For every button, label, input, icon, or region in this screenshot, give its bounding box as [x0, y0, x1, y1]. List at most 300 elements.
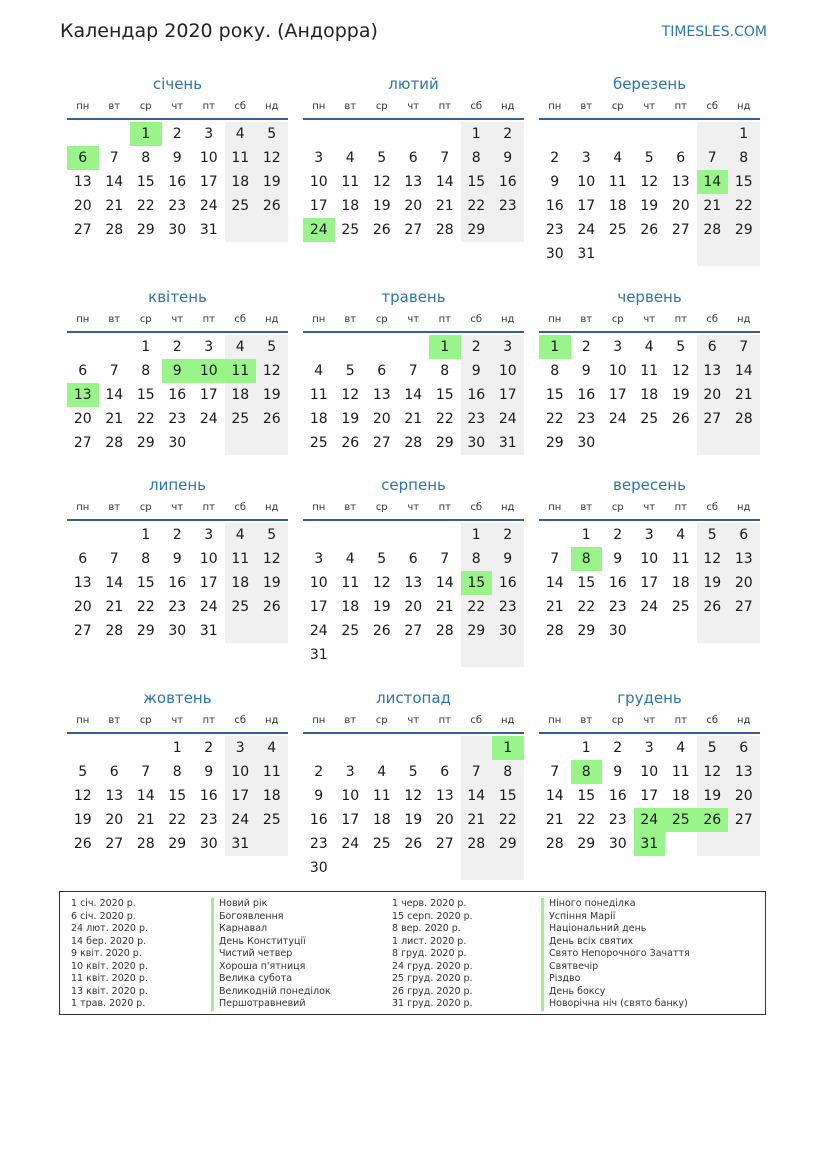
month-name: червень	[617, 288, 682, 306]
day-cell: 4	[613, 150, 623, 166]
legend-name: Національний день	[541, 923, 690, 936]
empty-cell	[697, 619, 729, 643]
weekday-label: нд	[265, 101, 279, 112]
holiday-day-cell: 1	[492, 736, 524, 760]
day-cell: 23	[168, 198, 187, 214]
day-cell: 17	[199, 575, 218, 591]
empty-cell	[303, 335, 335, 359]
day-cell: 14	[545, 575, 564, 591]
day-cell: 24	[199, 411, 218, 427]
day-cell: 28	[136, 836, 155, 852]
weekday-label: чт	[407, 101, 420, 112]
day-cell: 26	[73, 836, 92, 852]
legend-date: 8 вер. 2020 р.	[392, 923, 461, 934]
legend-date: 26 груд. 2020 р.	[392, 985, 473, 997]
weekday-label: пн	[76, 101, 90, 112]
month-2	[303, 70, 524, 242]
day-cell: 17	[341, 812, 360, 828]
weekday-header	[303, 96, 524, 120]
day-cell: 28	[435, 623, 454, 639]
day-cell: 30	[608, 623, 627, 639]
weekend-day-cell: 22	[461, 194, 493, 218]
day-cell: 24	[309, 623, 328, 639]
day-cell: 4	[676, 527, 686, 543]
legend-name: Карнавал	[211, 923, 331, 936]
day-cell: 27	[404, 222, 423, 238]
day-cell: 16	[168, 575, 187, 591]
empty-cell	[398, 335, 430, 359]
day-cell: 24	[199, 599, 218, 615]
weekday-label: вт	[344, 314, 357, 325]
day-cell: 28	[105, 435, 124, 451]
empty-cell	[461, 736, 493, 760]
day-cell: 14	[105, 387, 124, 403]
weekday-label: вт	[108, 715, 121, 726]
day-cell: 14	[545, 788, 564, 804]
day-cell: 29	[577, 623, 596, 639]
day-cell: 14	[105, 575, 124, 591]
day-cell: 21	[105, 599, 124, 615]
weekday-label: нд	[737, 314, 751, 325]
weekend-day-cell: 1	[461, 122, 493, 146]
day-cell: 2	[172, 527, 182, 543]
weekday-label: вт	[580, 314, 593, 325]
weekday-label: чт	[407, 715, 420, 726]
empty-cell	[256, 431, 288, 455]
weekend-day-cell: 16	[461, 383, 493, 407]
day-cell: 21	[105, 198, 124, 214]
weekday-label: вт	[344, 502, 357, 513]
day-cell: 21	[105, 411, 124, 427]
weekday-label: сб	[234, 715, 247, 726]
weekend-day-cell: 6	[697, 335, 729, 359]
day-cell: 9	[172, 150, 182, 166]
day-cell: 9	[613, 764, 623, 780]
day-cell: 27	[435, 836, 454, 852]
weekend-day-cell: 15	[728, 170, 760, 194]
day-cell: 8	[141, 363, 151, 379]
day-cell: 28	[105, 222, 124, 238]
empty-cell	[665, 619, 697, 643]
weekday-label: чт	[643, 101, 656, 112]
day-cell: 19	[372, 198, 391, 214]
day-cell: 7	[109, 150, 119, 166]
empty-cell	[665, 832, 697, 856]
weekend-day-cell: 9	[492, 146, 524, 170]
weekend-day-cell: 26	[256, 595, 288, 619]
day-cell: 30	[545, 246, 564, 262]
weekday-label: сб	[706, 715, 719, 726]
day-grid	[67, 736, 288, 856]
day-cell: 17	[199, 174, 218, 190]
month-name: березень	[612, 75, 687, 93]
holiday-day-cell: 14	[697, 170, 729, 194]
day-cell: 3	[204, 339, 214, 355]
day-cell: 22	[136, 411, 155, 427]
holiday-day-cell: 8	[571, 547, 603, 571]
day-cell: 17	[640, 788, 659, 804]
day-cell: 19	[341, 411, 360, 427]
weekend-day-cell: 5	[697, 736, 729, 760]
day-cell: 29	[545, 435, 564, 451]
day-cell: 26	[404, 836, 423, 852]
empty-cell	[539, 736, 571, 760]
day-cell: 16	[608, 575, 627, 591]
day-cell: 4	[345, 150, 355, 166]
day-cell: 10	[608, 363, 627, 379]
day-cell: 16	[608, 788, 627, 804]
day-cell: 29	[577, 836, 596, 852]
day-cell: 30	[309, 860, 328, 876]
day-cell: 4	[644, 339, 654, 355]
weekend-day-cell: 16	[492, 571, 524, 595]
weekend-day-cell: 20	[697, 383, 729, 407]
weekday-label: пт	[438, 502, 451, 513]
legend-name: Новий рік	[211, 898, 331, 911]
weekday-label: пн	[76, 314, 90, 325]
day-cell: 27	[73, 623, 92, 639]
day-cell: 12	[372, 174, 391, 190]
day-cell: 6	[408, 150, 418, 166]
empty-cell	[665, 431, 697, 455]
month-name: грудень	[617, 689, 682, 707]
weekend-day-cell: 16	[492, 170, 524, 194]
legend-names-col-2	[541, 898, 690, 1011]
legend-date: 24 лют. 2020 р.	[71, 923, 148, 934]
weekday-label: сб	[706, 101, 719, 112]
weekday-label: пн	[76, 502, 90, 513]
day-cell: 22	[577, 812, 596, 828]
weekday-label: ср	[611, 314, 624, 325]
weekend-day-cell: 31	[492, 431, 524, 455]
day-cell: 20	[73, 599, 92, 615]
weekday-header	[539, 497, 760, 521]
empty-cell	[461, 643, 493, 667]
empty-cell	[398, 122, 430, 146]
day-cell: 16	[545, 198, 564, 214]
empty-cell	[634, 431, 666, 455]
day-cell: 26	[372, 222, 391, 238]
weekday-label: сб	[470, 502, 483, 513]
holiday-day-cell: 13	[67, 383, 99, 407]
month-9	[539, 471, 760, 643]
day-cell: 13	[105, 788, 124, 804]
day-cell: 22	[168, 812, 187, 828]
empty-cell	[99, 335, 131, 359]
empty-cell	[366, 736, 398, 760]
weekend-day-cell: 4	[225, 335, 257, 359]
weekend-day-cell: 12	[697, 547, 729, 571]
day-cell: 23	[608, 599, 627, 615]
day-cell: 10	[309, 575, 328, 591]
empty-cell	[335, 643, 367, 667]
day-cell: 18	[640, 387, 659, 403]
day-cell: 6	[440, 764, 450, 780]
day-cell: 13	[73, 575, 92, 591]
weekday-label: ср	[375, 101, 388, 112]
month-name: лютий	[388, 75, 439, 93]
day-cell: 3	[644, 527, 654, 543]
day-cell: 21	[545, 812, 564, 828]
holiday-day-cell: 10	[193, 359, 225, 383]
day-cell: 14	[435, 174, 454, 190]
weekday-label: вт	[344, 715, 357, 726]
legend-name: Успіння Марії	[541, 911, 690, 924]
holiday-day-cell: 15	[461, 571, 493, 595]
weekend-day-cell: 17	[492, 383, 524, 407]
weekday-label: ср	[375, 314, 388, 325]
weekend-day-cell: 25	[256, 808, 288, 832]
day-cell: 11	[372, 788, 391, 804]
weekday-label: чт	[171, 101, 184, 112]
empty-cell	[728, 242, 760, 266]
weekend-day-cell: 29	[492, 832, 524, 856]
day-cell: 8	[141, 150, 151, 166]
weekend-day-cell: 27	[728, 595, 760, 619]
day-cell: 19	[73, 812, 92, 828]
day-cell: 24	[199, 198, 218, 214]
day-cell: 20	[73, 411, 92, 427]
day-grid	[303, 122, 524, 242]
day-cell: 17	[608, 387, 627, 403]
day-cell: 15	[435, 387, 454, 403]
day-cell: 5	[676, 339, 686, 355]
legend-name: День всіх святих	[541, 936, 690, 949]
weekend-day-cell: 13	[728, 760, 760, 784]
day-cell: 6	[78, 363, 88, 379]
day-grid	[539, 523, 760, 643]
day-cell: 1	[172, 740, 182, 756]
weekday-label: пн	[548, 715, 562, 726]
empty-cell	[429, 122, 461, 146]
empty-cell	[99, 122, 131, 146]
empty-cell	[461, 856, 493, 880]
weekday-label: вт	[108, 502, 121, 513]
weekday-label: нд	[501, 715, 515, 726]
day-cell: 3	[204, 126, 214, 142]
day-cell: 28	[105, 623, 124, 639]
day-cell: 25	[671, 599, 690, 615]
weekday-label: вт	[344, 101, 357, 112]
day-cell: 29	[136, 623, 155, 639]
day-cell: 11	[640, 363, 659, 379]
weekday-label: сб	[234, 502, 247, 513]
weekday-label: чт	[643, 715, 656, 726]
empty-cell	[634, 242, 666, 266]
day-cell: 23	[577, 411, 596, 427]
day-cell: 30	[168, 435, 187, 451]
weekday-label: чт	[171, 502, 184, 513]
legend-date: 31 груд. 2020 р.	[392, 998, 473, 1009]
day-cell: 7	[408, 363, 418, 379]
weekend-day-cell: 25	[225, 194, 257, 218]
weekend-day-cell: 2	[461, 335, 493, 359]
weekend-day-cell: 28	[728, 407, 760, 431]
weekday-label: пт	[674, 101, 687, 112]
legend-name: Великодній понеділок	[211, 986, 331, 999]
weekday-label: сб	[470, 715, 483, 726]
empty-cell	[665, 122, 697, 146]
empty-cell	[492, 856, 524, 880]
day-cell: 18	[341, 599, 360, 615]
month-8	[303, 471, 524, 667]
empty-cell	[697, 431, 729, 455]
day-cell: 28	[545, 623, 564, 639]
month-6	[539, 283, 760, 455]
legend-date: 6 січ. 2020 р.	[71, 910, 136, 922]
month-name: травень	[381, 288, 446, 306]
weekday-label: нд	[265, 314, 279, 325]
weekday-label: сб	[470, 101, 483, 112]
weekend-day-cell: 4	[256, 736, 288, 760]
empty-cell	[256, 218, 288, 242]
weekend-day-cell: 22	[461, 595, 493, 619]
month-name: жовтень	[143, 689, 212, 707]
day-cell: 19	[404, 812, 423, 828]
empty-cell	[697, 832, 729, 856]
weekday-label: пт	[202, 715, 215, 726]
weekend-day-cell: 8	[461, 146, 493, 170]
weekday-label: пн	[76, 715, 90, 726]
weekend-day-cell: 12	[256, 547, 288, 571]
day-cell: 16	[309, 812, 328, 828]
holiday-day-cell: 8	[571, 760, 603, 784]
day-cell: 5	[644, 150, 654, 166]
legend-date: 25 груд. 2020 р.	[392, 973, 473, 984]
weekday-label: нд	[501, 314, 515, 325]
day-cell: 16	[168, 387, 187, 403]
weekend-day-cell: 24	[225, 808, 257, 832]
day-cell: 6	[408, 551, 418, 567]
day-cell: 16	[577, 387, 596, 403]
month-3	[539, 70, 760, 266]
day-cell: 26	[640, 222, 659, 238]
weekday-header	[67, 710, 288, 734]
day-cell: 12	[404, 788, 423, 804]
day-cell: 10	[640, 551, 659, 567]
day-cell: 30	[168, 222, 187, 238]
empty-cell	[303, 523, 335, 547]
day-cell: 30	[168, 623, 187, 639]
empty-cell	[634, 619, 666, 643]
day-cell: 12	[671, 363, 690, 379]
day-cell: 27	[73, 222, 92, 238]
day-cell: 5	[345, 363, 355, 379]
day-cell: 8	[550, 363, 560, 379]
day-grid	[67, 122, 288, 242]
weekend-day-cell: 31	[225, 832, 257, 856]
day-cell: 7	[109, 363, 119, 379]
day-cell: 20	[404, 198, 423, 214]
weekend-day-cell: 2	[492, 122, 524, 146]
day-cell: 1	[141, 527, 151, 543]
day-cell: 31	[199, 222, 218, 238]
empty-cell	[697, 122, 729, 146]
weekday-header	[303, 710, 524, 734]
day-cell: 4	[377, 764, 387, 780]
weekend-day-cell: 14	[728, 359, 760, 383]
weekend-day-cell: 8	[728, 146, 760, 170]
day-cell: 11	[341, 174, 360, 190]
day-cell: 8	[172, 764, 182, 780]
day-cell: 25	[640, 411, 659, 427]
empty-cell	[429, 856, 461, 880]
day-cell: 28	[435, 222, 454, 238]
day-cell: 20	[372, 411, 391, 427]
empty-cell	[429, 523, 461, 547]
weekday-header	[539, 710, 760, 734]
weekend-day-cell: 21	[728, 383, 760, 407]
holiday-day-cell: 1	[539, 335, 571, 359]
weekend-day-cell: 5	[256, 523, 288, 547]
day-cell: 15	[545, 387, 564, 403]
day-cell: 9	[172, 551, 182, 567]
day-cell: 30	[608, 836, 627, 852]
day-cell: 12	[372, 575, 391, 591]
day-cell: 12	[640, 174, 659, 190]
day-cell: 18	[309, 411, 328, 427]
day-cell: 9	[314, 788, 324, 804]
day-cell: 13	[404, 575, 423, 591]
day-cell: 3	[644, 740, 654, 756]
day-grid	[67, 523, 288, 643]
empty-cell	[335, 122, 367, 146]
day-cell: 11	[341, 575, 360, 591]
weekend-day-cell: 14	[461, 784, 493, 808]
weekend-day-cell: 28	[697, 218, 729, 242]
day-cell: 17	[577, 198, 596, 214]
weekend-day-cell: 22	[728, 194, 760, 218]
empty-cell	[398, 736, 430, 760]
empty-cell	[256, 832, 288, 856]
month-11	[303, 684, 524, 880]
weekend-day-cell: 3	[492, 335, 524, 359]
weekend-day-cell: 23	[492, 194, 524, 218]
day-cell: 1	[581, 740, 591, 756]
day-cell: 23	[199, 812, 218, 828]
empty-cell	[571, 122, 603, 146]
empty-cell	[193, 431, 225, 455]
day-cell: 3	[314, 150, 324, 166]
empty-cell	[398, 523, 430, 547]
weekday-label: ср	[375, 715, 388, 726]
day-cell: 3	[345, 764, 355, 780]
day-cell: 19	[671, 387, 690, 403]
day-cell: 15	[577, 788, 596, 804]
weekday-label: нд	[265, 715, 279, 726]
day-cell: 26	[341, 435, 360, 451]
day-cell: 11	[671, 551, 690, 567]
day-cell: 4	[676, 740, 686, 756]
weekend-day-cell: 10	[225, 760, 257, 784]
day-cell: 12	[341, 387, 360, 403]
day-cell: 1	[581, 527, 591, 543]
site-link[interactable]: TIMESLES.COM	[661, 24, 767, 40]
legend-name: Святвечір	[541, 961, 690, 974]
weekend-day-cell: 20	[728, 784, 760, 808]
weekend-day-cell: 6	[728, 736, 760, 760]
month-name: квітень	[148, 288, 207, 306]
empty-cell	[492, 643, 524, 667]
day-cell: 13	[73, 174, 92, 190]
weekday-label: ср	[611, 101, 624, 112]
weekend-day-cell: 26	[256, 194, 288, 218]
weekday-label: ср	[375, 502, 388, 513]
day-grid	[303, 736, 524, 880]
day-cell: 30	[199, 836, 218, 852]
holiday-day-cell: 6	[67, 146, 99, 170]
weekday-header	[539, 96, 760, 120]
